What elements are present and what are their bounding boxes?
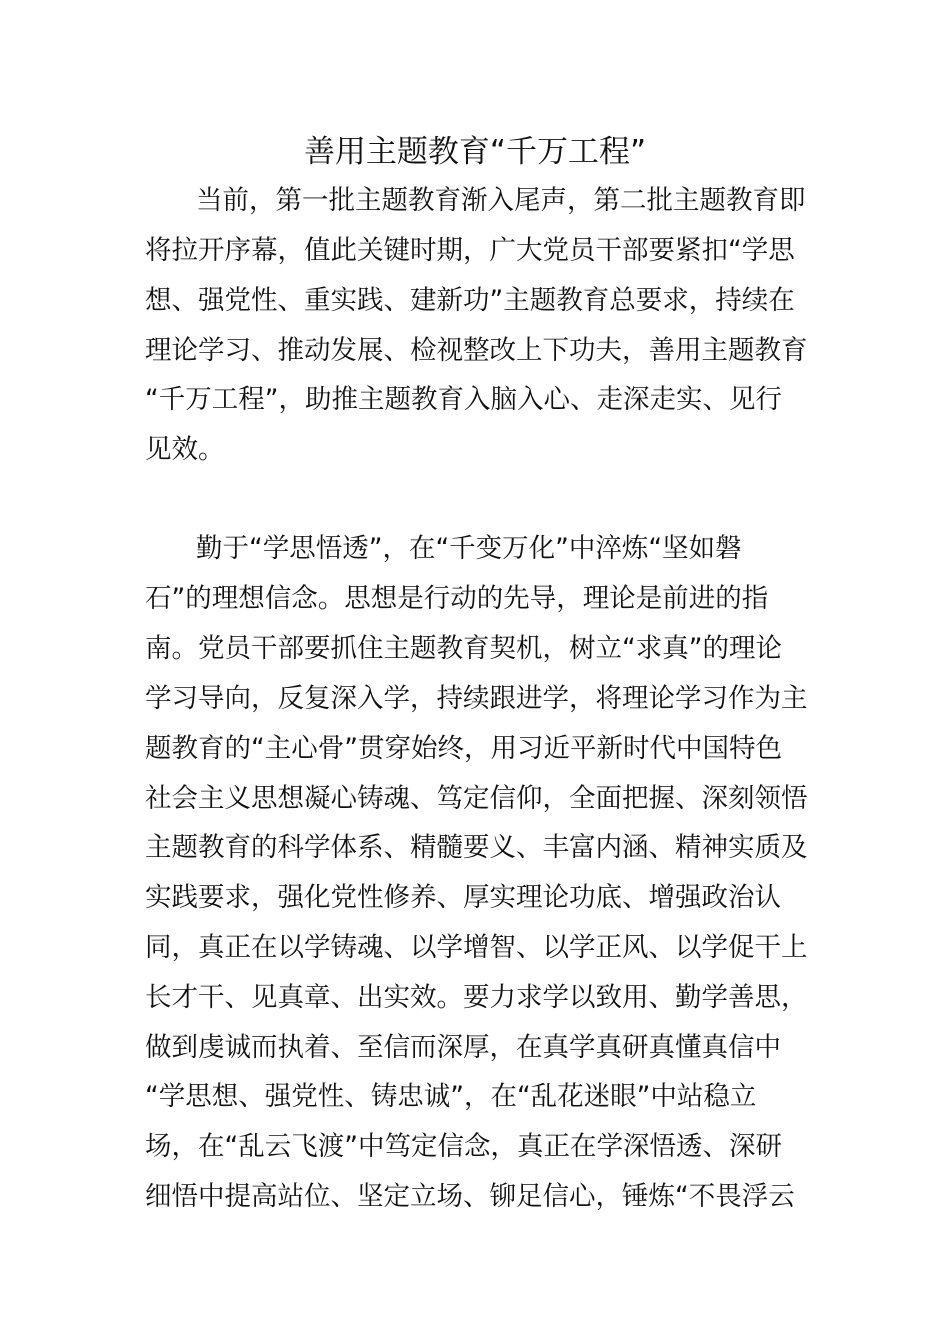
paragraph-2-line-4: 学习导向，反复深入学，持续跟进学，将理论学习作为主 — [145, 683, 808, 714]
paragraph-1-line-4: 理论学习、推动发展、检视整改上下功夫，善用主题教育 — [145, 335, 808, 366]
paragraph-1-line-5: “千万工程”，助推主题教育入脑入心、走深走实、见行 — [145, 384, 782, 415]
paragraph-2-line-8: 实践要求，强化党性修养、厚实理论功底、增强政治认 — [145, 882, 781, 913]
paragraph-1-line-6: 见效。 — [145, 434, 225, 465]
paragraph-2-line-9: 同，真正在以学铸魂、以学增智、以学正风、以学促干上 — [145, 932, 808, 963]
paragraph-2-line-5: 题教育的“主心骨”贯穿始终，用习近平新时代中国特色 — [145, 733, 782, 764]
paragraph-2-line-6: 社会主义思想凝心铸魂、笃定信仰，全面把握、深刻领悟 — [145, 783, 808, 814]
paragraph-1-line-3: 想、强党性、重实践、建新功”主题教育总要求，持续在 — [145, 285, 795, 316]
paragraph-1-line-1: 当前，第一批主题教育渐入尾声，第二批主题教育即 — [196, 185, 806, 216]
paragraph-2-line-11: 做到虔诚而执着、至信而深厚，在真学真研真懂真信中 — [145, 1032, 781, 1063]
paragraph-2-line-14: 细悟中提高站位、坚定立场、铆足信心，锤炼“不畏浮云 — [145, 1181, 795, 1212]
paragraph-2-line-7: 主题教育的科学体系、精髓要义、丰富内涵、精神实质及 — [145, 832, 808, 863]
paragraph-2-line-10: 长才干、见真章、出实效。要力求学以致用、勤学善思， — [145, 982, 808, 1013]
paragraph-2-line-3: 南。党员干部要抓住主题教育契机，树立“求真”的理论 — [145, 633, 782, 664]
paragraph-2-line-1: 勤于“学思悟透”，在“千变万化”中淬炼“坚如磐 — [196, 533, 742, 564]
paragraph-2-line-13: 场，在“乱云飞渡”中笃定信念，真正在学深悟透、深研 — [145, 1131, 782, 1162]
document-title: 善用主题教育“千万工程” — [303, 134, 647, 170]
paragraph-2-line-2: 石”的理想信念。思想是行动的先导，理论是前进的指 — [145, 583, 769, 614]
paragraph-1-line-2: 将拉开序幕，值此关键时期，广大党员干部要紧扣“学思 — [145, 235, 795, 266]
paragraph-2-line-12: “学思想、强党性、铸忠诚”，在“乱花迷眼”中站稳立 — [145, 1081, 757, 1112]
